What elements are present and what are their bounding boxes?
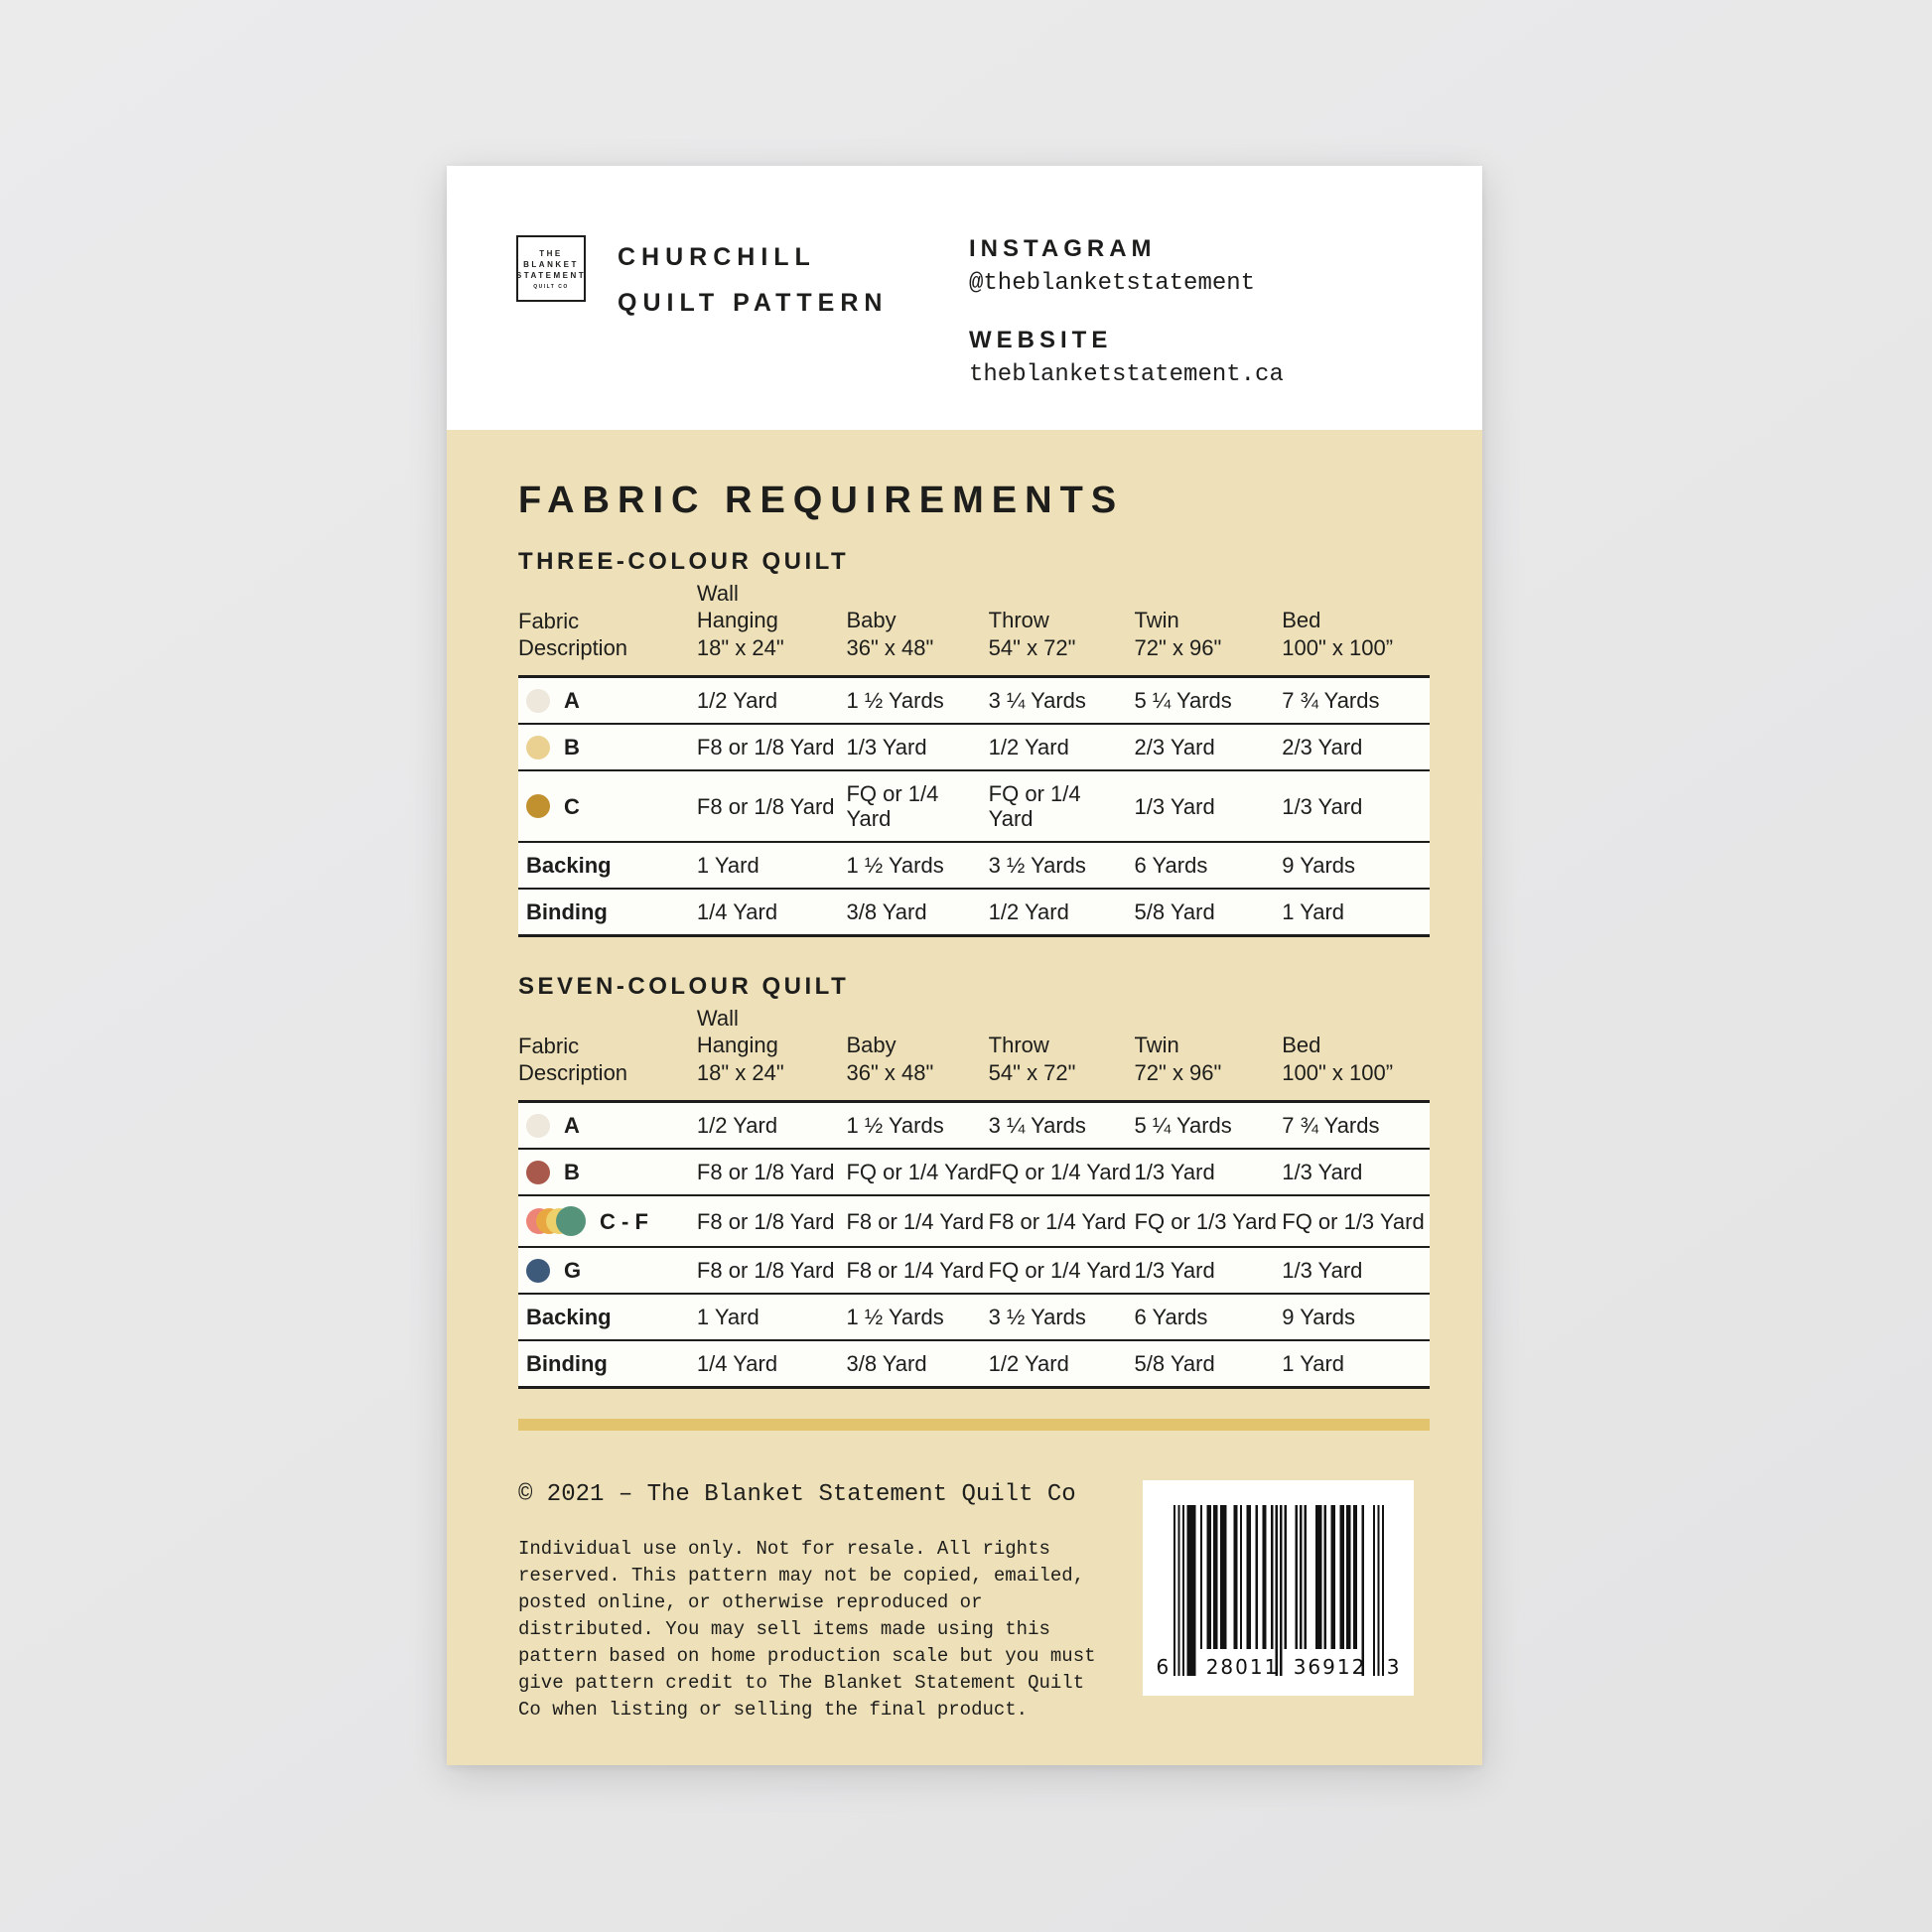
- column-name: Bed: [1282, 1033, 1321, 1057]
- logo-text-the: THE: [539, 248, 563, 258]
- website-group: [969, 326, 1284, 391]
- fabric-swatch: [526, 1258, 695, 1283]
- website-label: WEBSITE: [969, 327, 1113, 353]
- yardage-cell: 6 Yards: [1135, 1294, 1283, 1340]
- fabric-swatch: [526, 853, 695, 878]
- column-header-twin: [1135, 1005, 1283, 1102]
- fabric-cell: [518, 1149, 697, 1195]
- table-row: [518, 770, 1430, 842]
- fabric-label: C: [564, 793, 580, 819]
- table-header-row: [518, 580, 1430, 677]
- yardage-cell: F8 or 1/4 Yard: [989, 1195, 1135, 1247]
- yardage-cell: 1/2 Yard: [989, 889, 1135, 936]
- barcode-digit-last: 3: [1386, 1655, 1400, 1679]
- fabric-swatch: [526, 1206, 695, 1236]
- yardage-cell: 1/3 Yard: [1135, 1247, 1283, 1294]
- yardage-cell: 5/8 Yard: [1135, 1340, 1283, 1388]
- table-row: [518, 1340, 1430, 1388]
- fabric-color-dot: [526, 1259, 550, 1283]
- logo-text-blanket: BLANKET: [523, 259, 579, 269]
- logo-text-quilt-co: QUILT CO: [533, 283, 569, 290]
- yardage-cell: 1/4 Yard: [697, 1340, 847, 1388]
- fabric-cell: [518, 677, 697, 725]
- column-header-bed: [1282, 1005, 1430, 1102]
- column-size: 18" x 24": [696, 1060, 784, 1085]
- fabric-color-dot: [526, 736, 550, 759]
- yardage-cell: 3 ¼ Yards: [989, 677, 1135, 725]
- yardage-cell: 1 Yard: [1282, 889, 1430, 936]
- table-row: [518, 842, 1430, 889]
- page-title: FABRIC REQUIREMENTS: [518, 480, 1125, 521]
- fabric-color-dot: [556, 1206, 586, 1236]
- column-header-fabric-description: Fabric Description: [518, 609, 628, 660]
- instagram-group: [969, 234, 1284, 300]
- yardage-cell: 9 Yards: [1282, 842, 1430, 889]
- column-size: 54" x 72": [988, 1060, 1076, 1085]
- fabric-swatch: [526, 688, 695, 713]
- yardage-cell: 5 ¼ Yards: [1135, 677, 1283, 725]
- barcode-digits-right: 36912: [1293, 1655, 1367, 1679]
- fabric-cell: [518, 1294, 697, 1340]
- yardage-cell: FQ or 1/4 Yard: [989, 1149, 1135, 1195]
- logo-text-statement: STATEMENT: [515, 270, 587, 280]
- yardage-cell: 1 ½ Yards: [846, 1102, 988, 1150]
- yardage-cell: 1/2 Yard: [697, 677, 847, 725]
- yardage-cell: 1 Yard: [697, 842, 847, 889]
- column-header-bed: [1282, 580, 1430, 677]
- yardage-cell: 7 ¾ Yards: [1282, 1102, 1430, 1150]
- table-row: [518, 1247, 1430, 1294]
- table-row: [518, 724, 1430, 770]
- yardage-cell: F8 or 1/4 Yard: [846, 1247, 988, 1294]
- yardage-cell: 1/3 Yard: [1135, 770, 1283, 842]
- column-header-fabric-description: Fabric Description: [518, 1034, 628, 1085]
- fabric-label: Binding: [526, 899, 608, 924]
- tables-root: [518, 548, 1430, 1389]
- yardage-cell: 3 ¼ Yards: [989, 1102, 1135, 1150]
- yardage-cell: 2/3 Yard: [1135, 724, 1283, 770]
- column-header-wall-hanging: [697, 1005, 847, 1102]
- yardage-cell: 1 ½ Yards: [846, 1294, 988, 1340]
- table-header-row: [518, 1005, 1430, 1102]
- column-header-twin: [1135, 580, 1283, 677]
- column-name: Throw: [988, 608, 1049, 632]
- barcode-digit-first: 6: [1156, 1655, 1170, 1679]
- column-name: Wall Hanging: [696, 1006, 778, 1057]
- fabric-label: B: [564, 735, 580, 759]
- column-name: Baby: [846, 1033, 897, 1057]
- fabric-cell: [518, 1195, 697, 1247]
- barcode: [1143, 1480, 1414, 1696]
- fabric-table: [518, 580, 1430, 937]
- yardage-cell: 5/8 Yard: [1135, 889, 1283, 936]
- fabric-label: C - F: [600, 1208, 648, 1234]
- brand-logo: [516, 235, 586, 302]
- pattern-title: [618, 234, 888, 326]
- yardage-cell: F8 or 1/8 Yard: [697, 770, 847, 842]
- fabric-swatch: [526, 899, 695, 924]
- yardage-cell: 7 ¾ Yards: [1282, 677, 1430, 725]
- fabric-label: A: [564, 1113, 580, 1138]
- pattern-back-card: [447, 166, 1482, 1765]
- quilt-table-section: [518, 548, 1430, 937]
- fabric-cell: [518, 724, 697, 770]
- yardage-cell: 1/3 Yard: [1282, 770, 1430, 842]
- column-name: Wall Hanging: [696, 581, 778, 632]
- fabric-color-dot: [526, 689, 550, 713]
- yardage-cell: F8 or 1/4 Yard: [846, 1195, 988, 1247]
- fabric-requirements-section: [447, 430, 1482, 1765]
- yardage-cell: 1/2 Yard: [989, 1340, 1135, 1388]
- yardage-cell: 1 Yard: [697, 1294, 847, 1340]
- table-row: [518, 677, 1430, 725]
- column-size: 100" x 100”: [1282, 1060, 1394, 1085]
- website-url: theblanketstatement.ca: [969, 361, 1284, 388]
- fabric-color-dot: [526, 1161, 550, 1184]
- fabric-cell: [518, 842, 697, 889]
- yardage-cell: 1 Yard: [1282, 1340, 1430, 1388]
- yardage-cell: 3/8 Yard: [846, 1340, 988, 1388]
- fabric-swatch: [526, 735, 695, 759]
- fabric-cell: [518, 889, 697, 936]
- fabric-color-dot: [526, 1114, 550, 1138]
- copyright-line: © 2021 – The Blanket Statement Quilt Co: [518, 1481, 1076, 1508]
- table-title: SEVEN-COLOUR QUILT: [518, 973, 850, 1000]
- yardage-cell: 1/2 Yard: [989, 724, 1135, 770]
- column-name: Twin: [1134, 1033, 1179, 1057]
- fabric-label: A: [564, 688, 580, 713]
- fabric-swatch: [526, 1160, 695, 1184]
- fabric-swatch: [526, 1351, 695, 1376]
- table-row: [518, 1102, 1430, 1150]
- barcode-digits-left: 28011: [1205, 1655, 1280, 1679]
- yardage-cell: 5 ¼ Yards: [1135, 1102, 1283, 1150]
- yardage-cell: F8 or 1/8 Yard: [697, 1149, 847, 1195]
- table-row: [518, 889, 1430, 936]
- fabric-swatch: [526, 1305, 695, 1329]
- yardage-cell: 3 ½ Yards: [989, 1294, 1135, 1340]
- fabric-label: Binding: [526, 1351, 608, 1376]
- column-header-wall-hanging: [697, 580, 847, 677]
- yardage-cell: FQ or 1/3 Yard: [1282, 1195, 1430, 1247]
- yardage-cell: FQ or 1/3 Yard: [1135, 1195, 1283, 1247]
- yardage-cell: FQ or 1/4 Yard: [846, 1149, 988, 1195]
- gold-divider: [518, 1419, 1430, 1431]
- yardage-cell: 2/3 Yard: [1282, 724, 1430, 770]
- table-row: [518, 1294, 1430, 1340]
- legal-text: Individual use only. Not for resale. All rights reserved. This pattern may not be copied, emailed, posted online, or otherwise reproduced or distributed. You may sell items made using this pattern based on home production scale but you must give pattern credit to The Blanket Statement Quilt Co when listing or selling the final product.: [518, 1538, 1096, 1721]
- quilt-table-section: [518, 973, 1430, 1389]
- column-name: Twin: [1134, 608, 1179, 632]
- barcode-bars: [1156, 1505, 1400, 1679]
- footer: [518, 1480, 1430, 1724]
- yardage-cell: F8 or 1/8 Yard: [697, 1195, 847, 1247]
- yardage-cell: F8 or 1/8 Yard: [697, 724, 847, 770]
- fabric-label: B: [564, 1160, 580, 1184]
- column-header-baby: [846, 580, 988, 677]
- fabric-swatch: [526, 794, 695, 819]
- yardage-cell: 1/4 Yard: [697, 889, 847, 936]
- column-size: 36" x 48": [846, 1060, 934, 1085]
- column-header-baby: [846, 1005, 988, 1102]
- yardage-cell: 6 Yards: [1135, 842, 1283, 889]
- fabric-cell: [518, 1247, 697, 1294]
- yardage-cell: 1/3 Yard: [1135, 1149, 1283, 1195]
- fabric-label: Backing: [526, 853, 612, 878]
- fabric-color-dot: [526, 794, 550, 818]
- column-name: Throw: [988, 1033, 1049, 1057]
- pattern-title-line2: QUILT PATTERN: [618, 289, 889, 317]
- table-row: [518, 1195, 1430, 1247]
- yardage-cell: 1/3 Yard: [1282, 1247, 1430, 1294]
- fabric-label: G: [564, 1258, 582, 1283]
- table-title: THREE-COLOUR QUILT: [518, 548, 850, 575]
- column-size: 36" x 48": [846, 635, 934, 660]
- column-header-throw: [989, 1005, 1135, 1102]
- yardage-cell: 3 ½ Yards: [989, 842, 1135, 889]
- column-header-throw: [989, 580, 1135, 677]
- yardage-cell: 1 ½ Yards: [846, 677, 988, 725]
- fabric-swatch: [526, 1113, 695, 1138]
- pattern-title-line1: CHURCHILL: [618, 243, 816, 271]
- instagram-handle: @theblanketstatement: [969, 270, 1256, 297]
- fabric-cell: [518, 1340, 697, 1388]
- contact-block: [969, 234, 1284, 391]
- column-size: 72" x 96": [1134, 1060, 1222, 1085]
- yardage-cell: 3/8 Yard: [846, 889, 988, 936]
- card-header: [447, 166, 1482, 430]
- column-size: 72" x 96": [1134, 635, 1222, 660]
- fabric-label: Backing: [526, 1305, 612, 1329]
- yardage-cell: FQ or 1/4 Yard: [989, 1247, 1135, 1294]
- yardage-cell: F8 or 1/8 Yard: [697, 1247, 847, 1294]
- column-size: 18" x 24": [696, 635, 784, 660]
- fabric-table: [518, 1005, 1430, 1389]
- instagram-label: INSTAGRAM: [969, 235, 1157, 262]
- yardage-cell: 1 ½ Yards: [846, 842, 988, 889]
- yardage-cell: 1/3 Yard: [846, 724, 988, 770]
- yardage-cell: 9 Yards: [1282, 1294, 1430, 1340]
- yardage-cell: FQ or 1/4 Yard: [846, 770, 988, 842]
- legal-block: [518, 1480, 1114, 1724]
- yardage-cell: FQ or 1/4 Yard: [989, 770, 1135, 842]
- column-size: 100" x 100”: [1282, 635, 1394, 660]
- column-name: Bed: [1282, 608, 1321, 632]
- table-row: [518, 1149, 1430, 1195]
- column-size: 54" x 72": [988, 635, 1076, 660]
- yardage-cell: 1/2 Yard: [697, 1102, 847, 1150]
- yardage-cell: 1/3 Yard: [1282, 1149, 1430, 1195]
- fabric-cell: [518, 770, 697, 842]
- column-name: Baby: [846, 608, 897, 632]
- fabric-cell: [518, 1102, 697, 1150]
